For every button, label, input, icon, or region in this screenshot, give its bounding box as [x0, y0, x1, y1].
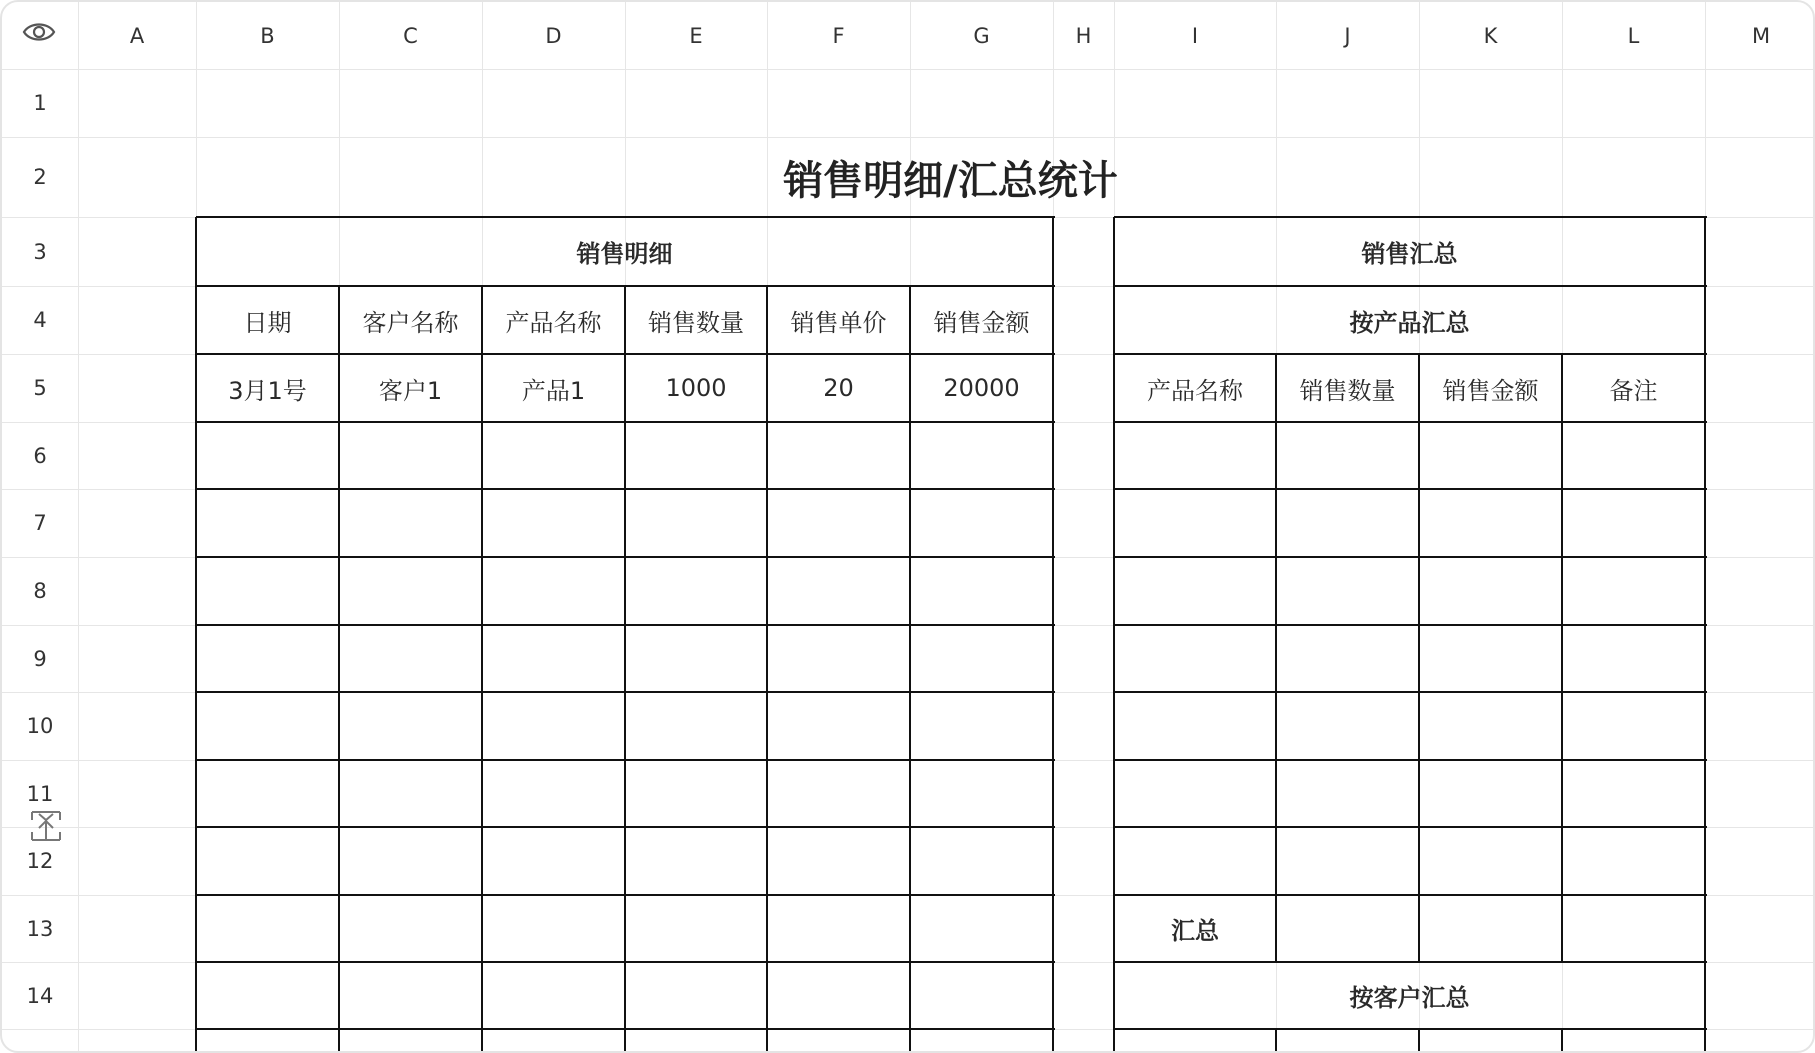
- table-border: [1114, 624, 1707, 626]
- table-border: [1418, 1029, 1420, 1053]
- row-gridline: [2, 69, 1815, 70]
- table-border: [1114, 759, 1707, 761]
- row-header-13[interactable]: 13: [26, 916, 54, 941]
- detail-cell[interactable]: 20: [823, 374, 854, 402]
- table-border: [1114, 826, 1707, 828]
- table-border: [1275, 354, 1277, 962]
- column-header-f[interactable]: F: [832, 23, 845, 48]
- detail-cell[interactable]: 产品1: [521, 376, 586, 405]
- row-header-2[interactable]: 2: [33, 165, 47, 189]
- detail-section-header[interactable]: 销售明细: [576, 240, 673, 268]
- row-header-5[interactable]: 5: [33, 376, 47, 400]
- column-header-j[interactable]: J: [1344, 23, 1351, 48]
- column-header-d[interactable]: D: [545, 23, 562, 48]
- summary-column-header[interactable]: 销售数量: [1299, 376, 1396, 405]
- by-product-header[interactable]: 按产品汇总: [1349, 308, 1470, 337]
- row-header-8[interactable]: 8: [33, 579, 47, 603]
- column-header-m[interactable]: M: [1751, 23, 1771, 48]
- detail-column-header[interactable]: 日期: [243, 308, 292, 337]
- table-border: [1561, 1029, 1563, 1053]
- eye-icon[interactable]: [22, 20, 56, 44]
- row-header-10[interactable]: 10: [26, 714, 54, 738]
- summary-column-header[interactable]: 备注: [1609, 376, 1658, 405]
- detail-cell[interactable]: 20000: [943, 374, 1020, 402]
- summary-column-header[interactable]: 产品名称: [1147, 376, 1243, 405]
- column-header-c[interactable]: C: [403, 23, 418, 48]
- table-border: [1114, 556, 1707, 558]
- row-header-14[interactable]: 14: [26, 983, 54, 1008]
- row-header-6[interactable]: 6: [33, 443, 47, 468]
- table-border: [1275, 1029, 1277, 1053]
- sheet-title[interactable]: 销售明细/汇总统计: [783, 157, 1118, 204]
- detail-cell[interactable]: 3月1号: [228, 376, 307, 405]
- row-header-9[interactable]: 9: [33, 646, 47, 671]
- column-header-b[interactable]: B: [260, 23, 275, 48]
- column-header-e[interactable]: E: [689, 23, 703, 48]
- table-border: [1418, 354, 1420, 962]
- column-header-k[interactable]: K: [1483, 23, 1498, 48]
- row-header-11[interactable]: 11: [26, 781, 54, 806]
- table-border: [1114, 488, 1707, 490]
- table-border: [1114, 691, 1707, 693]
- detail-column-header[interactable]: 销售单价: [790, 308, 887, 337]
- detail-column-header[interactable]: 销售数量: [648, 308, 744, 337]
- column-header-l[interactable]: L: [1627, 23, 1640, 48]
- detail-cell[interactable]: 客户1: [378, 376, 443, 405]
- row-header-3[interactable]: 3: [33, 239, 47, 264]
- freeze-rows-icon[interactable]: [30, 810, 62, 842]
- detail-column-header[interactable]: 产品名称: [505, 308, 602, 337]
- by-customer-header[interactable]: 按客户汇总: [1349, 984, 1470, 1012]
- row-header-7[interactable]: 7: [33, 511, 47, 535]
- row-header-1[interactable]: 1: [33, 91, 47, 115]
- detail-cell[interactable]: 1000: [665, 374, 727, 402]
- summary-column-header[interactable]: 销售金额: [1442, 376, 1539, 405]
- row-header-4[interactable]: 4: [33, 308, 47, 332]
- row-header-12[interactable]: 12: [26, 849, 54, 873]
- summary-section-header[interactable]: 销售汇总: [1361, 240, 1458, 268]
- column-header-a[interactable]: A: [129, 23, 145, 48]
- column-header-i[interactable]: I: [1191, 23, 1199, 48]
- table-border: [1561, 354, 1563, 962]
- detail-column-header[interactable]: 销售金额: [933, 308, 1030, 337]
- column-header-g[interactable]: G: [973, 23, 990, 48]
- column-gridline: [78, 2, 79, 1053]
- detail-column-header[interactable]: 客户名称: [362, 308, 459, 337]
- column-header-h[interactable]: H: [1075, 23, 1092, 48]
- total-label[interactable]: 汇总: [1171, 917, 1219, 945]
